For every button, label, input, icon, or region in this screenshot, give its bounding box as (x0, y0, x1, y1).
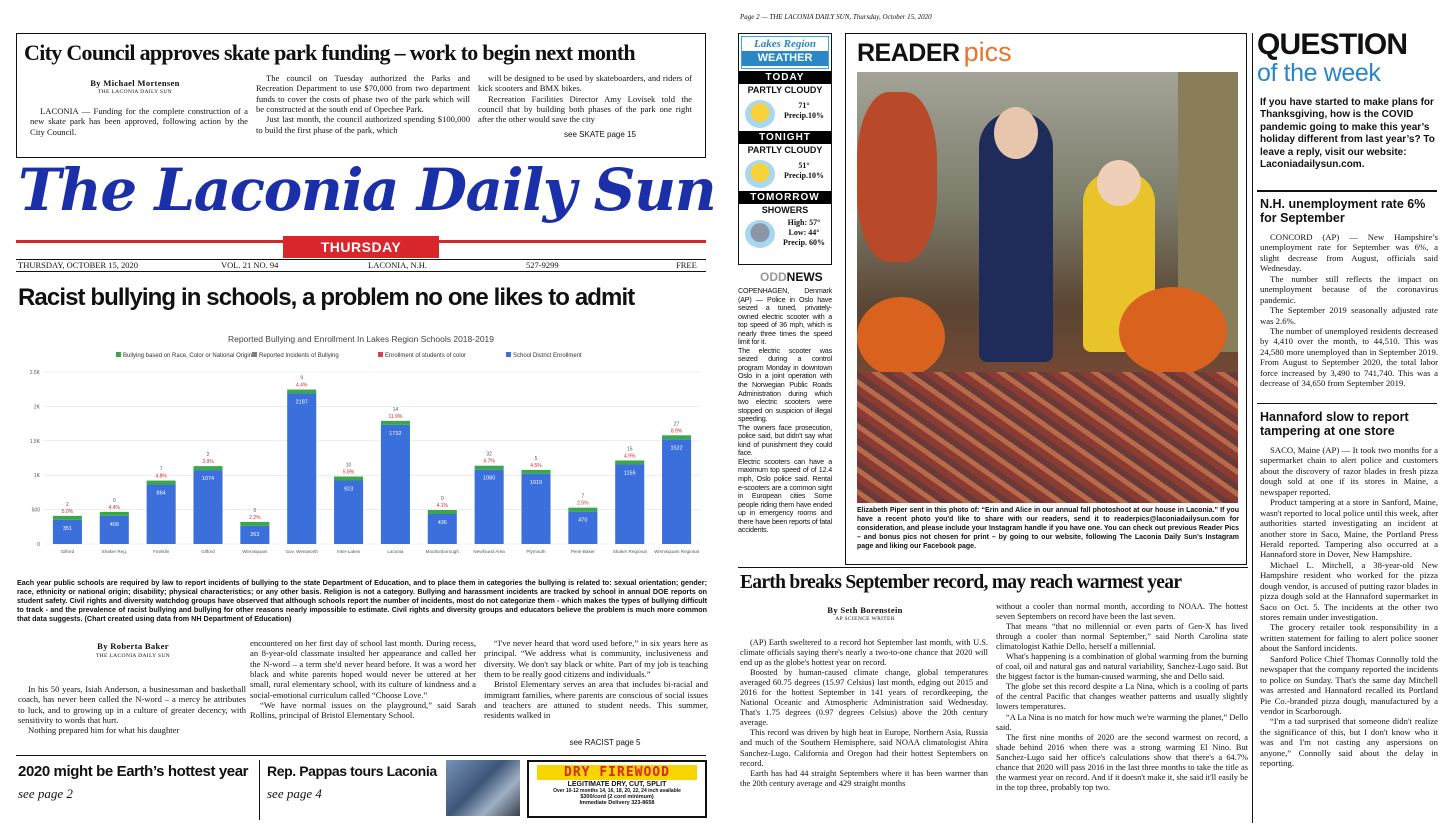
hannaford-body (1260, 445, 1438, 821)
x-category-label: Moultonborough (425, 549, 459, 554)
weather-tomorrow-precip: Precip. 60% (782, 238, 826, 247)
x-category-label: Shaker Regional (612, 549, 647, 554)
teaser-pappas-headline[interactable]: Rep. Pappas tours Laconia (267, 763, 437, 779)
weather-tomorrow-high: High: 57° (787, 218, 821, 227)
firewood-ad-line2: Over 10-12 months 14, 16, 18, 20, 22, 24 inch available (553, 788, 681, 794)
weather-today-precip: Precip.10% (783, 111, 825, 120)
skate-headline: City Council approves skate park funding – work to begin next month (24, 40, 635, 65)
bar-incident-label: 0 (112, 497, 116, 504)
racist-col-3 (484, 638, 708, 734)
bar-enrollment (287, 394, 316, 544)
photo-pumpkin-left (857, 297, 945, 377)
unemployment-p1: CONCORD (AP) — New Hampshire’s unemployment rate for September was 6%, a slight decrease from August, officials said Wednesday. (1260, 232, 1438, 274)
bar-race-bullying (662, 435, 691, 439)
bar-value-label: 409 (109, 521, 119, 528)
reader-pics-photo (857, 72, 1238, 503)
weather-today-label: TODAY (739, 71, 831, 84)
weather-brand (741, 36, 829, 69)
bar-value-label: 470 (578, 517, 588, 524)
bar-pct-label: 11.9% (388, 413, 403, 420)
legend-label: Enrollment of students of color (385, 353, 467, 359)
bar-incident-label: 27 (673, 421, 680, 428)
bullying-chart (16, 328, 706, 576)
racist-col-3b-text: Bristol Elementary serves an area that includes bi-racial and immigrant families, where parents are conscious of social issues and teachers are attuned to student needs. This summer, residents walked in (484, 679, 708, 721)
bar-enrollment (428, 514, 457, 544)
skate-col-3 (478, 73, 692, 125)
weather-today-condition: PARTLY CLOUDY (747, 85, 823, 95)
x-category-label: Gov. Wentworth (285, 549, 318, 554)
photo-foliage-left (857, 92, 937, 262)
bar-pct-label: 6.7% (483, 458, 495, 465)
skate-byline: By Michael Mortensen (90, 78, 180, 88)
hannaford-p6: “I'm a tad surprised that someone didn't realize the significance of this, but I don't know who it was and I'm not casting any aspersions on anyone,” Connolly said about the delay in reporting. (1260, 716, 1438, 769)
earth-col1-p3: This record was driven by high heat in Europe, Northern Asia, Russia and much of the Southern Hemisphere, said NOAA climatologist Ahira Sanchez-Lugo. California and Oregon had their hottest Septembers on record. (740, 728, 988, 768)
bar-value-label: 923 (343, 486, 354, 493)
odd-news-p2: The electric scooter was seized during a control program Monday in downtown Oslo in a joint operation with the Norwegian Public Roads Administration during which two electric scooters were stopped on suspicion of illegal speeding. (738, 345, 832, 424)
bar-race-bullying (240, 522, 269, 526)
bar-value-label: 1732 (389, 430, 402, 437)
racist-col-1-text: In his 50 years, Isiah Anderson, a businessman and basketball coach, has never been called the N-word – a mercy he attributes to luck, and to growing up in a culture of greater decency, with sensitivity to words that hurt. (18, 684, 246, 725)
masthead-title: The Laconia Daily Sun (18, 156, 716, 224)
legend-label: Bullying based on Race, Color or National Origin (123, 353, 253, 359)
racist-col-1 (18, 684, 246, 736)
bar-race-bullying (381, 421, 410, 425)
unemployment-headline: N.H. unemployment rate 6% for September (1260, 197, 1426, 225)
firewood-ad-line3: $300/cord (2 cord minimum) (580, 794, 654, 800)
odd-news-kicker-news: NEWS (786, 270, 823, 284)
teaser-hottest-year-headline[interactable]: 2020 might be Earth’s hottest year (18, 763, 249, 780)
firewood-ad-line1: LEGITIMATE DRY, CUT, SPLIT (567, 781, 667, 788)
bar-incident-label: 14 (392, 406, 399, 413)
reader-pics-title (857, 37, 1012, 68)
unemployment-p2: The number still reflects the impact on unemployment because of the coronavirus pandemic. (1260, 273, 1438, 305)
earth-byline-org: AP SCIENCE WRITER (835, 616, 895, 622)
bar-race-bullying (428, 510, 457, 514)
question-body: If you have started to make plans for Thanksgiving, how is the COVID pandemic going to make this year’s holiday different from last year’s? To leave a reply, visit our website: Laconiadailysun.com. (1260, 97, 1435, 171)
skate-col-3b-text: Recreation Facilities Director Amy Lovisek told the council that by building both phases of the park one right after the other would save the city (478, 93, 692, 125)
bar-race-bullying (193, 466, 222, 470)
hannaford-p4: The grocery retailer took responsibility in a written statement for failing to alert police sooner about the Sanford incidents. (1260, 622, 1438, 654)
reader-pics-title-reader: READER (857, 39, 960, 67)
earth-col1-p2: Boosted by human-caused climate change, global temperatures averaged 60.75 degrees (15.97 Celsius) last month, edging out 2015 and 2016 for the hottest September in 141 years of recordkeeping, the National Oceanic and Atmospheric Administration said Wednesday. That's 1.75 degrees (0.97 degrees Celsius) above the 20th century average. (740, 668, 988, 728)
weather-tonight-precip: Precip.10% (783, 171, 825, 180)
y-tick-label: 1.5K (29, 438, 40, 445)
hannaford-p5: Sanford Police Chief Thomas Connolly told the newspaper that the company reported the incidents to police on Sunday. That's the same day Mitchell was arrested and Hannaford recalled its Portland Pie Co.-branded pizza dough, manufactured by a vendor in Scarborough. (1260, 653, 1438, 716)
odd-news-p3: The owners face prosecution, police said, but didn't say what kind of punishment they could face. (738, 422, 832, 458)
bar-incident-label: 7 (159, 466, 163, 473)
weather-tomorrow-condition: SHOWERS (761, 205, 809, 215)
x-category-label: Plymouth (526, 549, 546, 554)
unemployment-p3: The September 2019 seasonally adjusted rate was 2.6%. (1260, 305, 1438, 326)
bar-incident-label: 2 (66, 501, 69, 508)
bar-pct-label: 5.8% (342, 469, 355, 476)
bar-value-label: 263 (250, 531, 260, 538)
bar-race-bullying (475, 466, 504, 470)
dateline-phone: 527-9299 (526, 260, 559, 270)
dateline-bar (16, 259, 706, 272)
legend-swatch (252, 352, 257, 357)
reader-pics-title-pics: pics (963, 37, 1012, 67)
weather-tomorrow-low: Low: 44° (788, 228, 820, 237)
weather-brand-top: Lakes Region (753, 38, 817, 50)
odd-news-kicker-odd: ODD (760, 270, 787, 284)
weather-box (738, 33, 832, 265)
dateline-volume: VOL. 21 NO. 94 (221, 260, 279, 270)
bar-pct-label: 4.1% (436, 503, 448, 510)
x-category-label: Winnisquam (242, 549, 268, 554)
firewood-ad-line4: Immediate Delivery 323-8658 (579, 800, 655, 806)
bar-incident-label: 0 (440, 496, 444, 503)
hannaford-headline: Hannaford slow to report tampering at one store (1260, 410, 1409, 438)
earth-col2-p1: without a cooler than normal month, according to NOAA. The hottest seven Septembers on record have been the last seven. (996, 602, 1248, 622)
hannaford-p1: SACO, Maine (AP) — It took two months for a supermarket chain to alert police and customers about the discovery of razor blades in fresh pizza dough sold at one if its stores in Maine, a newspaper reported. (1260, 445, 1438, 497)
chart-gridlines (30, 370, 700, 548)
weather-today-row (739, 97, 831, 131)
racist-col-2-text: encountered on her first day of school last month. During recess, an 8-year-old classmate insulted her appearance and called her the N-word – a term she'd never heard before. It was a word her black and white parents hoped would never be uttered at her small, rural elementary school, with its culture of kindness and a social-emotional curriculum called “Choose Love.” (250, 638, 476, 700)
legend-swatch (116, 352, 121, 357)
unemployment-body (1260, 232, 1438, 402)
skate-jump-link[interactable]: see SKATE page 15 (564, 130, 636, 139)
skate-col-2 (256, 73, 470, 147)
earth-col-2 (996, 602, 1248, 822)
racist-headline: Racist bullying in schools, a problem no one likes to admit (18, 284, 635, 311)
weather-tonight-condition: PARTLY CLOUDY (747, 145, 823, 155)
question-title-question: QUESTION (1257, 28, 1408, 61)
bar-pct-label: 3.9% (202, 459, 214, 466)
skate-col-2b-text: Just last month, the council authorized spending $100,000 to build the first phase of the park, which (256, 114, 470, 135)
weather-tonight-temp: 51° (798, 161, 810, 170)
skate-byline-org: THE LACONIA DAILY SUN (97, 89, 173, 95)
bar-pct-label: 4.4% (108, 504, 120, 511)
racist-col-2 (250, 638, 476, 740)
weather-tonight-row (739, 157, 831, 191)
bar-incident-label: 0 (253, 507, 257, 514)
bar-value-label: 864 (156, 490, 166, 497)
x-category-label: Laconia (387, 549, 404, 554)
dateline-date: THURSDAY, OCTOBER 15, 2020 (18, 260, 139, 270)
partly-cloudy-icon (745, 100, 775, 128)
earth-col2-p5: “A La Nina is no match for how much we're warming the planet,” Dello said. (996, 712, 1248, 732)
page-folio: Page 2 — THE LACONIA DAILY SUN, Thursday, October 15, 2020 (740, 13, 932, 21)
teaser-pappas-photo (446, 760, 520, 816)
bar-race-bullying (568, 508, 597, 512)
bar-value-label: 2187 (295, 399, 308, 406)
legend-label: School District Enrollment (513, 353, 582, 359)
earth-col1-p4: Earth has had 44 straight Septembers where it has been warmer than the 20th century average and 429 straight months (740, 768, 988, 788)
bar-race-bullying (521, 470, 550, 474)
x-category-label: Gilford (60, 549, 75, 554)
odd-news-p1: COPENHAGEN, Denmark (AP) — Police in Oslo have seized a tuned, privately-owned electric scooter with a top speed of 36 mph, which is nearly three times the speed limit for it. (738, 287, 832, 347)
weather-tomorrow-label: TOMORROW (739, 191, 831, 204)
x-category-label: Shaker Reg. (101, 549, 128, 554)
y-tick-label: 0 (37, 542, 40, 548)
odd-news-kicker (760, 270, 823, 284)
photo-child-left-face (994, 107, 1038, 159)
photo-child-right-face (1097, 160, 1141, 206)
chart-legend (116, 352, 582, 359)
bar-pct-label: 2.2% (249, 514, 261, 521)
chart-bars (53, 376, 699, 554)
bar-value-label: 1074 (201, 476, 215, 483)
reader-pics-caption: Elizabeth Piper sent in this photo of: “Erin and Alice in our annual fall photoshoot at our house in Laconia.” If you have a recent photo you'd like to share with our readers, send it to readerpics@laconiadailysun.com for consideration, and please include your Instagram handle if you have one. You can check out previous Reader Pics – and bonus pics not chosen for print – by going to our website, following The Laconia Daily Sun’s Instagram page and liking our Facebook page. (857, 507, 1239, 550)
teaser-rule-top (16, 755, 706, 756)
bar-value-label: 1019 (529, 479, 543, 486)
bar-race-bullying (100, 512, 129, 516)
bar-race-bullying (334, 476, 363, 480)
earth-col2-p2: That means “that no millennial or even parts of Gen-X has lived through a cooler than normal September,” said North Carolina state climatologist Kathie Dello, herself a millennial. (996, 622, 1248, 652)
firewood-ad-title: DRY FIREWOOD (537, 765, 697, 780)
y-tick-label: 1K (33, 473, 40, 480)
bar-enrollment (568, 512, 597, 544)
bar-value-label: 1156 (623, 470, 636, 477)
racist-col-1b-text: Nothing prepared him for what his daughter (28, 725, 180, 736)
bar-pct-label: 2.5% (577, 500, 589, 507)
dateline-place: LACONIA, N.H. (368, 260, 428, 270)
bar-incident-label: 9 (300, 375, 304, 382)
bar-pct-label: 4.4% (296, 382, 308, 389)
bar-incident-label: 5 (534, 455, 538, 462)
bar-race-bullying (287, 390, 316, 394)
chart-title: Reported Bullying and Enrollment In Lakes Region Schools 2018-2019 (227, 334, 495, 344)
firewood-ad[interactable] (527, 760, 707, 818)
weather-tomorrow-row (739, 217, 831, 255)
weather-brand-bottom: WEATHER (742, 51, 828, 66)
earth-byline: By Seth Borenstein (827, 605, 903, 615)
bar-pct-label: 8.9% (670, 428, 683, 435)
earth-col2-p6: The first nine months of 2020 are the second warmest on record, a shade behind 2016 when there was a strong warming El Nino. But Sanchez-Lugo said her office's calculations show that there's a 64.7% chance that 2020 will pass 2016 in the last three months to take the title as the warmest year on record. And if it doesn't make it, she said it'll easily be in the top three, probably top two. (996, 732, 1248, 792)
bar-pct-label: 4.8% (155, 473, 167, 480)
hannaford-p2: Product tampering at a store in Sanford, Maine, wasn't reported to local police until this week, after authorities started investigating an incident at another store in Saco, Maine, the Portland Press Herald reported. Tampering also occurred at a Hannaford store in Dover, New Hampshire. (1260, 497, 1438, 560)
bar-race-bullying (53, 516, 82, 520)
skate-col-1 (30, 106, 248, 137)
bar-incident-label: 32 (486, 451, 492, 458)
bar-value-label: 1522 (670, 445, 683, 452)
earth-col1-p1: (AP) Earth sweltered to a record hot September last month, with U.S. climate officials saying there's nearly a two-to-one chance that 2020 will end up as the globe's hottest year on record. (740, 638, 988, 668)
y-tick-label: 2.5K (29, 370, 40, 376)
photo-pumpkin-right (1119, 287, 1227, 375)
bar-incident-label: 10 (345, 462, 352, 469)
racist-byline: By Roberta Baker (97, 641, 169, 651)
skate-col-1-text: LACONIA — Funding for the complete construction of a new skate park has been approved, following action by the City Council. (30, 106, 248, 137)
legend-label: Reported Incidents of Bullying (259, 353, 339, 359)
bar-value-label: 1080 (483, 475, 496, 482)
earth-headline: Earth breaks September record, may reach warmest year (740, 572, 1182, 593)
bar-race-bullying (615, 460, 644, 464)
showers-icon (745, 220, 775, 248)
racist-jump-link[interactable]: see RACIST page 5 (569, 738, 641, 747)
question-title-week: of the week (1257, 59, 1381, 87)
racist-col-3-text: “I've never heard that word used before,” in six years here as principal. “We address what is community, inclusiveness and diversity. We don't say black or white. Part of my job is teaching them to be really good citizens and individuals.” (484, 638, 708, 679)
y-tick-label: 2K (33, 404, 40, 411)
racist-col-2b-text: “We have normal issues on the playground,” said Sarah Rollins, principal of Bristol Elementary School. (250, 699, 476, 721)
bar-value-label: 436 (437, 520, 447, 527)
bar-pct-label: 5.0% (61, 508, 74, 515)
earth-col2-p4: The globe set this record despite a La Nina, which is a cooling of parts of the central Pacific that changes weather patterns and usually slightly lowers temperatures. (996, 682, 1248, 712)
bar-incident-label: 15 (626, 446, 633, 453)
unemployment-p4: The number of unemployed residents decreased by 4,410 over the month, to 44,510. This was 24,580 more unemployed than in September 2019. From August to September 2020, the total labor force increased by 3,490 to 741,740. This was a decrease of 34,650 from September 2019. (1260, 325, 1438, 389)
unemployment-rule (1257, 403, 1437, 404)
weather-tonight-label: TONIGHT (739, 131, 831, 144)
legend-swatch (506, 352, 511, 357)
bar-enrollment (662, 439, 691, 544)
weather-today-temp: 71° (798, 101, 810, 110)
earth-col-1 (740, 638, 988, 822)
skate-col-3-text: will be designed to be used by skateboarders, and riders of kick scooters and BMX bikes. (478, 73, 692, 94)
x-category-label: Winnisquam Regional (654, 549, 699, 554)
x-category-label: Newfound Area (473, 549, 505, 554)
x-category-label: Gilford (201, 549, 215, 554)
bar-incident-label: 7 (581, 493, 585, 500)
photo-leaves (857, 372, 1238, 503)
bar-enrollment (381, 425, 410, 544)
x-category-label: Pemi-Baker (570, 549, 595, 554)
teaser-divider (259, 760, 260, 820)
bar-race-bullying (147, 481, 176, 485)
dateline-price: FREE (676, 260, 697, 270)
skate-col-2-text: The council on Tuesday authorized the Parks and Recreation Department to use $70,000 from two department funds to cover the costs of phase two of the park which will be constructed at the south end of Opechee Park. (256, 73, 470, 114)
racist-byline-org: THE LACONIA DAILY SUN (95, 653, 171, 659)
x-category-label: Franklin (152, 549, 170, 554)
teaser-hottest-year-see[interactable]: see page 2 (18, 786, 73, 801)
partly-cloudy-night-icon (745, 160, 775, 188)
earth-rule-top (738, 567, 1248, 568)
chart-caption: Each year public schools are required by law to report incidents of bullying to the state Department of Education, and to place them in categories the bullying is related to: sexual orientation; gender; race, ethnicity or national origin; disability; physical characteristics; or any other basis. Religion is not a category. Bullying and harassment incidents are tracked by school in annual DOE reports on student safety. Civil rights and diversity watchdog groups have observed that although schools report the number of incidents, most do not categorize them - which makes the types of bullying difficult to track - and the prevalence of racist bullying and bullying for other reasons nearly impossible to estimate. Civil rights and diversity groups and educators believe the problem is much more common that data suggests. (Chart created using data from NH Department of Education) (17, 578, 707, 623)
bar-incident-label: 2 (206, 452, 210, 459)
question-title (1257, 30, 1407, 86)
bar-pct-label: 4.5% (530, 462, 542, 469)
earth-col2-p3: What's happening is a combination of global warming from the burning of coal, oil and natural gas and natural variability, Sanchez-Lugo said. But the biggest factor is the human-caused warming, she and Dello said. (996, 652, 1248, 682)
legend-swatch (378, 352, 383, 357)
bar-enrollment (53, 520, 82, 544)
odd-news-p4: Electric scooters can have a maximum top speed of of 12.4 mph, Oslo police said. Rental e-scooters are a common sight in European cities Some people riding them have ended up in emergency rooms and there have been reports of fatal accidents. (738, 456, 832, 535)
hannaford-p3: Michael L. Mitchell, a 38-year-old New Hampshire resident who worked for the pizza dough vendor, is accused of putting razor blades in pizza dough sold at the Hannaford supermarket in Saco on Oct. 5. The incidents at the other two stores remain under investigation. (1260, 559, 1438, 622)
masthead-day-ribbon: THURSDAY (283, 236, 439, 258)
rule-right-col (1252, 33, 1253, 823)
bar-enrollment (100, 516, 129, 544)
odd-news-body (738, 287, 832, 563)
y-tick-label: 500 (31, 507, 40, 514)
bar-pct-label: 4.9% (624, 453, 636, 460)
question-rule (1257, 190, 1437, 192)
teaser-pappas-see[interactable]: see page 4 (267, 786, 322, 801)
x-category-label: Inter-Lakes (337, 549, 361, 554)
bar-value-label: 351 (62, 525, 73, 532)
